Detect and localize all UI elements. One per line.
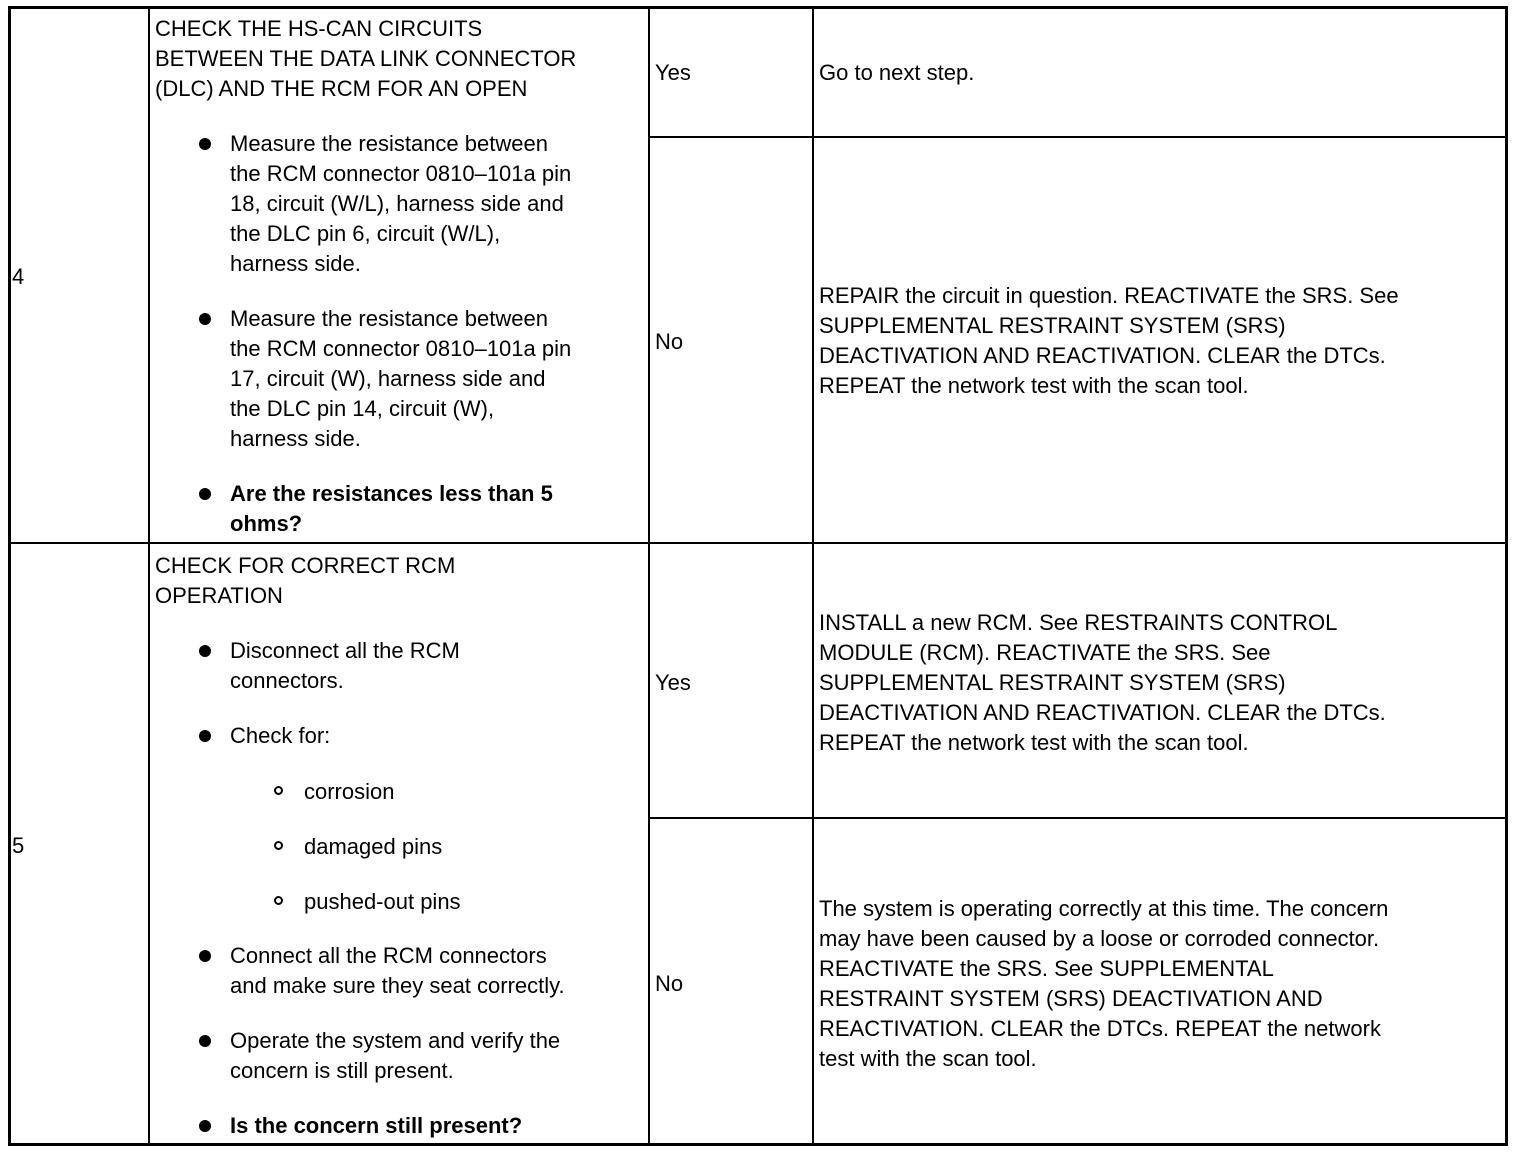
step5-no-action-line1: The system is operating correctly at this time. The concern bbox=[819, 896, 1389, 921]
step5-yes-action-line4: DEACTIVATION AND REACTIVATION. CLEAR the DTCs. bbox=[819, 700, 1386, 725]
step5-yes-action-line1: INSTALL a new RCM. See RESTRAINTS CONTROL bbox=[819, 610, 1338, 635]
step5-no-action-line5: REACTIVATION. CLEAR the DTCs. REPEAT the network bbox=[819, 1016, 1381, 1041]
bullet-icon bbox=[199, 313, 211, 325]
bullet-icon bbox=[199, 950, 211, 962]
step5-no-action-line6: test with the scan tool. bbox=[819, 1046, 1037, 1071]
step5-no-label: No bbox=[655, 971, 684, 996]
bullet-icon bbox=[199, 138, 211, 150]
step4-bullet1-line5: harness side. bbox=[230, 251, 361, 276]
sub-bullet-icon bbox=[274, 786, 283, 795]
step4-bullet1-line2: the RCM connector 0810–101a pin bbox=[230, 161, 572, 186]
step5-bullet1-line1: Disconnect all the RCM bbox=[230, 638, 460, 663]
row-divider bbox=[8, 542, 1506, 544]
step5-yes-action-line2: MODULE (RCM). REACTIVATE the SRS. See bbox=[819, 640, 1271, 665]
step5-no-action-line2: may have been caused by a loose or corroded connector. bbox=[819, 926, 1380, 951]
step4-no-action-line1: REPAIR the circuit in question. REACTIVATE the SRS. See bbox=[819, 283, 1399, 308]
step4-bullet2-line3: 17, circuit (W), harness side and bbox=[230, 366, 546, 391]
step4-no-action-line3: DEACTIVATION AND REACTIVATION. CLEAR the DTCs. bbox=[819, 343, 1386, 368]
step4-bullet2-line1: Measure the resistance between bbox=[230, 306, 548, 331]
step4-title-line-1: CHECK THE HS-CAN CIRCUITS bbox=[155, 16, 483, 41]
col-divider-result bbox=[812, 8, 814, 1146]
step4-bullet2-line5: harness side. bbox=[230, 426, 361, 451]
bullet-icon bbox=[199, 645, 211, 657]
step4-bullet2-line2: the RCM connector 0810–101a pin bbox=[230, 336, 572, 361]
step5-bullet2: Check for: bbox=[230, 723, 331, 748]
step4-question-line2: ohms? bbox=[230, 511, 303, 536]
row4-yes-no-divider bbox=[648, 136, 1506, 138]
step4-bullet1-line4: the DLC pin 6, circuit (W/L), bbox=[230, 221, 501, 246]
step5-bullet4-line1: Operate the system and verify the bbox=[230, 1028, 561, 1053]
sub-bullet-icon bbox=[274, 896, 283, 905]
step-number-5: 5 bbox=[12, 833, 25, 858]
step5-yes-action-line3: SUPPLEMENTAL RESTRAINT SYSTEM (SRS) bbox=[819, 670, 1286, 695]
bullet-icon bbox=[199, 730, 211, 742]
step4-yes-label: Yes bbox=[655, 60, 691, 85]
step5-bullet1-line2: connectors. bbox=[230, 668, 344, 693]
bullet-icon bbox=[199, 488, 211, 500]
step5-sub-bullet-3: pushed-out pins bbox=[304, 889, 461, 914]
step4-question-line1: Are the resistances less than 5 bbox=[230, 481, 553, 506]
step4-title-line-3: (DLC) AND THE RCM FOR AN OPEN bbox=[155, 76, 528, 101]
step4-yes-action: Go to next step. bbox=[819, 60, 975, 85]
col-divider-action bbox=[648, 8, 650, 1146]
step4-no-action-line4: REPEAT the network test with the scan tool. bbox=[819, 373, 1249, 398]
step5-sub-bullet-2: damaged pins bbox=[304, 834, 443, 859]
step5-sub-bullet-1: corrosion bbox=[304, 779, 395, 804]
step4-no-label: No bbox=[655, 329, 684, 354]
sub-bullet-icon bbox=[274, 841, 283, 850]
step5-title-line-1: CHECK FOR CORRECT RCM bbox=[155, 553, 456, 578]
step5-no-action-line3: REACTIVATE the SRS. See SUPPLEMENTAL bbox=[819, 956, 1274, 981]
step5-question: Is the concern still present? bbox=[230, 1113, 523, 1138]
step5-yes-action-line5: REPEAT the network test with the scan tool. bbox=[819, 730, 1249, 755]
row5-yes-no-divider bbox=[648, 817, 1506, 819]
step5-yes-label: Yes bbox=[655, 670, 691, 695]
step4-bullet2-line4: the DLC pin 14, circuit (W), bbox=[230, 396, 495, 421]
col-divider-step bbox=[148, 8, 150, 1146]
step4-no-action-line2: SUPPLEMENTAL RESTRAINT SYSTEM (SRS) bbox=[819, 313, 1286, 338]
step5-bullet3-line2: and make sure they seat correctly. bbox=[230, 973, 565, 998]
step4-title-line-2: BETWEEN THE DATA LINK CONNECTOR bbox=[155, 46, 577, 71]
step5-bullet4-line2: concern is still present. bbox=[230, 1058, 454, 1083]
step-number-4: 4 bbox=[12, 264, 25, 289]
step4-bullet1-line1: Measure the resistance between bbox=[230, 131, 548, 156]
step5-bullet3-line1: Connect all the RCM connectors bbox=[230, 943, 547, 968]
step5-title-line-2: OPERATION bbox=[155, 583, 283, 608]
bullet-icon bbox=[199, 1035, 211, 1047]
step4-bullet1-line3: 18, circuit (W/L), harness side and bbox=[230, 191, 564, 216]
step5-no-action-line4: RESTRAINT SYSTEM (SRS) DEACTIVATION AND bbox=[819, 986, 1323, 1011]
bullet-icon bbox=[199, 1120, 211, 1132]
